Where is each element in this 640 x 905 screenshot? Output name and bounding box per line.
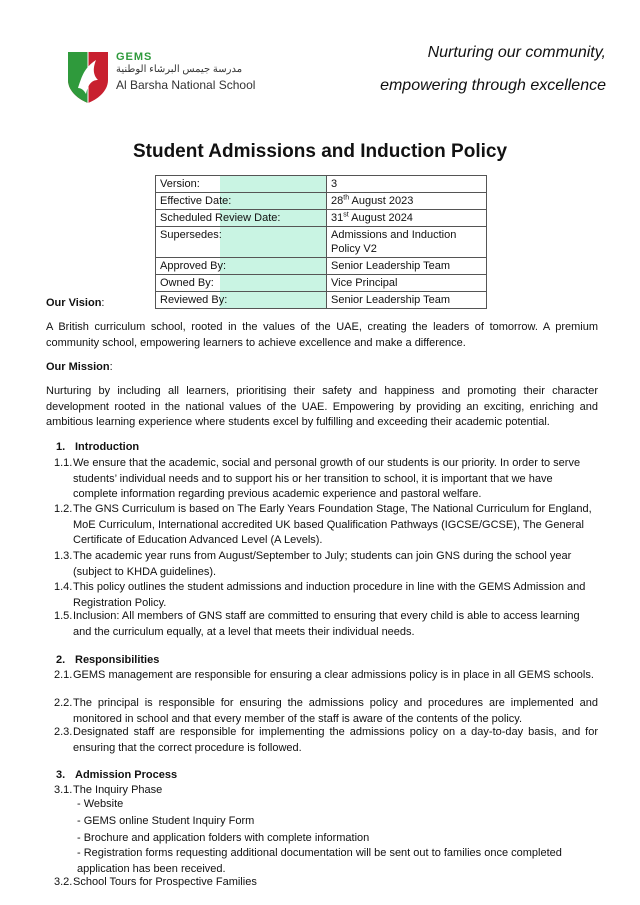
gems-wordmark: GEMS	[116, 51, 153, 63]
table-row	[156, 210, 487, 227]
effective-date-value: 28th August 2023	[327, 193, 487, 210]
list-item: School Tours for Prospective Families	[73, 876, 257, 888]
list-item: This policy outlines the student admissions and induction procedure in line with the GEMS Admission and Registration Policy.	[73, 581, 586, 609]
section-heading-introduction: 1. Introduction	[56, 441, 140, 453]
section-heading-admission-process: 3. Admission Process	[56, 769, 178, 781]
vision-heading: Our Vision:	[46, 297, 105, 309]
vision-text: A British curriculum school, rooted in the values of the UAE, creating the leaders of tomorrow. A premium community school, empowering learners to achieve excellence and make a difference.	[46, 321, 598, 349]
bullet-item: - Registration forms requesting additional documentation will be sent out to families once completed application has been received.	[77, 847, 562, 875]
review-date-value: 31st August 2024	[327, 210, 487, 227]
item-number: 2.3.	[54, 726, 73, 738]
item-number: 1.3.	[54, 550, 73, 562]
bullet-item: - Website	[77, 798, 124, 810]
school-name-arabic: مدرسة جيمس البرشاء الوطنية	[116, 64, 243, 75]
review-date-label: Scheduled Review Date:	[160, 212, 281, 224]
list-item: GEMS management are responsible for ensuring a clear admissions policy is in place in all GEMS schools.	[73, 669, 594, 681]
table-row	[156, 258, 487, 275]
table-row	[156, 193, 487, 210]
table-row	[156, 176, 487, 193]
mission-heading: Our Mission:	[46, 361, 113, 373]
bullet-item: - GEMS online Student Inquiry Form	[77, 815, 255, 827]
reviewed-by-value: Senior Leadership Team	[327, 292, 487, 309]
item-number: 2.1.	[54, 669, 73, 681]
list-item: The principal is responsible for ensuring the admissions policy and procedures are implemented and monitored in school and that every member of the staff is aware of the contents of the policy.	[73, 697, 598, 725]
bullet-item: - Brochure and application folders with complete information	[77, 832, 370, 844]
supersedes-label: Supersedes:	[160, 229, 222, 241]
table-row	[156, 275, 487, 292]
mission-text: Nurturing by including all learners, prioritising their safety and happiness and promoting their character development rooted in the national values of the UAE. Empowering by providing an exciting, enriching and ambitious learning experience where students excel by fulfilling and exceeding their academic potential.	[46, 385, 598, 428]
item-number: 3.2.	[54, 876, 73, 888]
policy-metadata-table	[155, 175, 487, 309]
item-number: 1.4.	[54, 581, 73, 593]
list-item: We ensure that the academic, social and personal growth of our students is our priority. In order to serve students’ individual needs and to support his or her transition to school, it is important that we have complete information regarding previous academic experience and pastoral welfare.	[73, 457, 581, 500]
owned-by-label: Owned By:	[160, 277, 214, 289]
list-item: Designated staff are responsible for implementing the admissions policy on a day-to-day basis, and for ensuring that the correct procedure is followed.	[73, 726, 598, 754]
item-number: 1.2.	[54, 503, 73, 515]
list-item: The Inquiry Phase	[73, 784, 163, 796]
list-item: Inclusion: All members of GNS staff are committed to ensuring that every child is able to access learning and the curriculum equally, at a level that meets their individual needs.	[73, 610, 580, 638]
item-number: 3.1.	[54, 784, 73, 796]
shield-crest-icon	[66, 50, 110, 104]
version-label: Version:	[160, 178, 200, 190]
effective-date-label: Effective Date:	[160, 195, 232, 207]
school-logo	[66, 50, 256, 106]
section-heading-responsibilities: 2. Responsibilities	[56, 654, 160, 666]
school-name: Al Barsha National School	[116, 78, 256, 92]
list-item: The GNS Curriculum is based on The Early Years Foundation Stage, The National Curriculum for England, MoE Curriculum, International accredited UK based Qualification Pathways (IGCSE/GCSE), The General Certificate of Education Advanced Level (A Levels).	[73, 503, 592, 546]
item-number: 1.1.	[54, 457, 73, 469]
approved-by-value: Senior Leadership Team	[327, 258, 487, 275]
approved-by-label: Approved By:	[160, 260, 227, 272]
reviewed-by-label: Reviewed By:	[160, 294, 228, 306]
table-row	[156, 227, 487, 258]
supersedes-value: Admissions and Induction Policy V2	[327, 227, 487, 258]
tagline-line-2: empowering through excellence	[380, 77, 606, 94]
item-number: 1.5.	[54, 610, 73, 622]
version-value: 3	[327, 176, 487, 193]
owned-by-value: Vice Principal	[327, 275, 487, 292]
document-title: Student Admissions and Induction Policy	[132, 141, 508, 162]
list-item: The academic year runs from August/September to July; students can join GNS during the school year (subject to KHDA guidelines).	[73, 550, 572, 578]
item-number: 2.2.	[54, 697, 73, 709]
tagline-line-1: Nurturing our community,	[427, 44, 606, 61]
